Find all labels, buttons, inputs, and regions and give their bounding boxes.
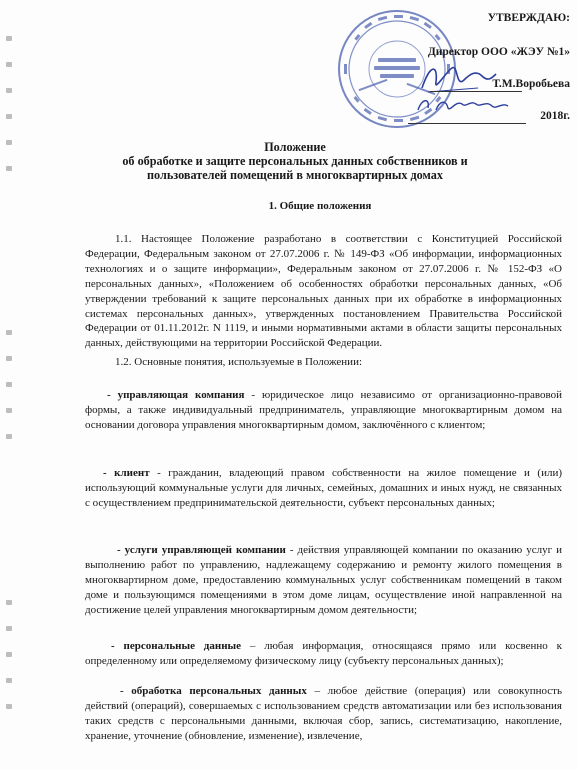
handwritten-date [400, 94, 520, 116]
approval-name: Т.М.Воробьева [492, 78, 570, 90]
binder-hole [6, 652, 12, 657]
paragraph-1-2: 1.2. Основные понятия, используемые в Положении: [115, 356, 363, 368]
signature-line [430, 91, 522, 92]
definition-term: - клиент [103, 467, 150, 479]
binder-hole [6, 114, 12, 119]
binder-hole [6, 88, 12, 93]
binder-hole [6, 626, 12, 631]
definition-term: - услуги управляющей компании [117, 544, 286, 556]
binder-hole [6, 330, 12, 335]
binder-hole [6, 140, 12, 145]
binder-hole [6, 408, 12, 413]
title-line: Положение [264, 140, 326, 154]
definition-text: - гражданин, владеющий правом собственности на жилое помещение и (или) использующий коммунальные услуги для личных, семейных, домашних и иных нужд, не связанных с осуществлением предпринимательской деятельности, субъект персональных данных; [85, 467, 562, 509]
definition-text: - юридическое лицо независимо от организационно-правовой формы, а также индивидуальный предприниматель, управляющие многоквартирным домом на основании договора управления многоквартирным домом, заключённого с клиентом; [85, 389, 562, 431]
document-title [60, 140, 530, 182]
approval-date-suffix: 2018г. [540, 110, 570, 122]
definition-management-company [85, 388, 562, 433]
definition-term: - управляющая компания [107, 389, 245, 401]
signature [418, 58, 498, 98]
title-line: пользователей помещений в многоквартирных домах [147, 168, 443, 182]
definition-text: – любая информация, относящаяся прямо или косвенно к определенному или определяемому физическому лицу (субъекту персональных данных); [85, 640, 562, 667]
definition-term: - обработка персональных данных [120, 685, 307, 697]
binder-hole [6, 704, 12, 709]
approval-position: Директор ООО «ЖЭУ №1» [427, 46, 570, 58]
binder-hole [6, 356, 12, 361]
definition-text: – любое действие (операция) или совокупность действий (операций), совершаемых с использованием средств автоматизации или без использования таких средств с персональными данными, включая сбор, запись, систематизацию, накопление, хранение, уточнение (обновление, изменение), извлечение, [85, 685, 562, 742]
section-heading: 1. Общие положения [268, 200, 372, 212]
date-line [408, 123, 526, 124]
binder-hole [6, 434, 12, 439]
approval-heading: УТВЕРЖДАЮ: [487, 12, 570, 24]
title-line: об обработке и защите персональных данных собственников и [122, 154, 468, 168]
binder-holes [6, 0, 16, 770]
paragraph-1-1: 1.1. Настоящее Положение разработано в соответствии с Конституцией Российской Федерации, Федеральным законом от 27.07.2006 г. № 149-ФЗ «Об информации, информационных технологиях и о защите информации», Федеральным законом от 27.07.2006 г. № 152-ФЗ «О персональных данных», «Положением об особенностях обработки персональных данных, «Об утверждении требований к защите персональных данных при их обработке в информационных системах персональных данных», утвержденных постановлением Правительства Российской Федерации от 01.11.2012г. N 1119, и иными нормативными актами в области защиты персональных данных, действующими на территории Российской Федерации. [85, 233, 562, 350]
definition-text: - действия управляющей компании по оказанию услуг и выполнению работ по управлению, надлежащему содержанию и ремонту жилого помещения в многоквартирном доме, предоставлению коммунальных услуг собственникам помещений в таком доме и пользующимся помещениями в этом доме лицам, осуществление иной направленной на достижение целей управления многоквартирным домом деятельности; [85, 544, 563, 616]
binder-hole [6, 166, 12, 171]
definition-client [85, 466, 562, 511]
binder-hole [6, 36, 12, 41]
definition-term: - персональные данные [111, 640, 242, 652]
binder-hole [6, 62, 12, 67]
binder-hole [6, 382, 12, 387]
definition-personal-data [85, 639, 562, 669]
definition-processing [85, 684, 562, 744]
binder-hole [6, 600, 12, 605]
definition-services [85, 543, 562, 618]
binder-hole [6, 678, 12, 683]
